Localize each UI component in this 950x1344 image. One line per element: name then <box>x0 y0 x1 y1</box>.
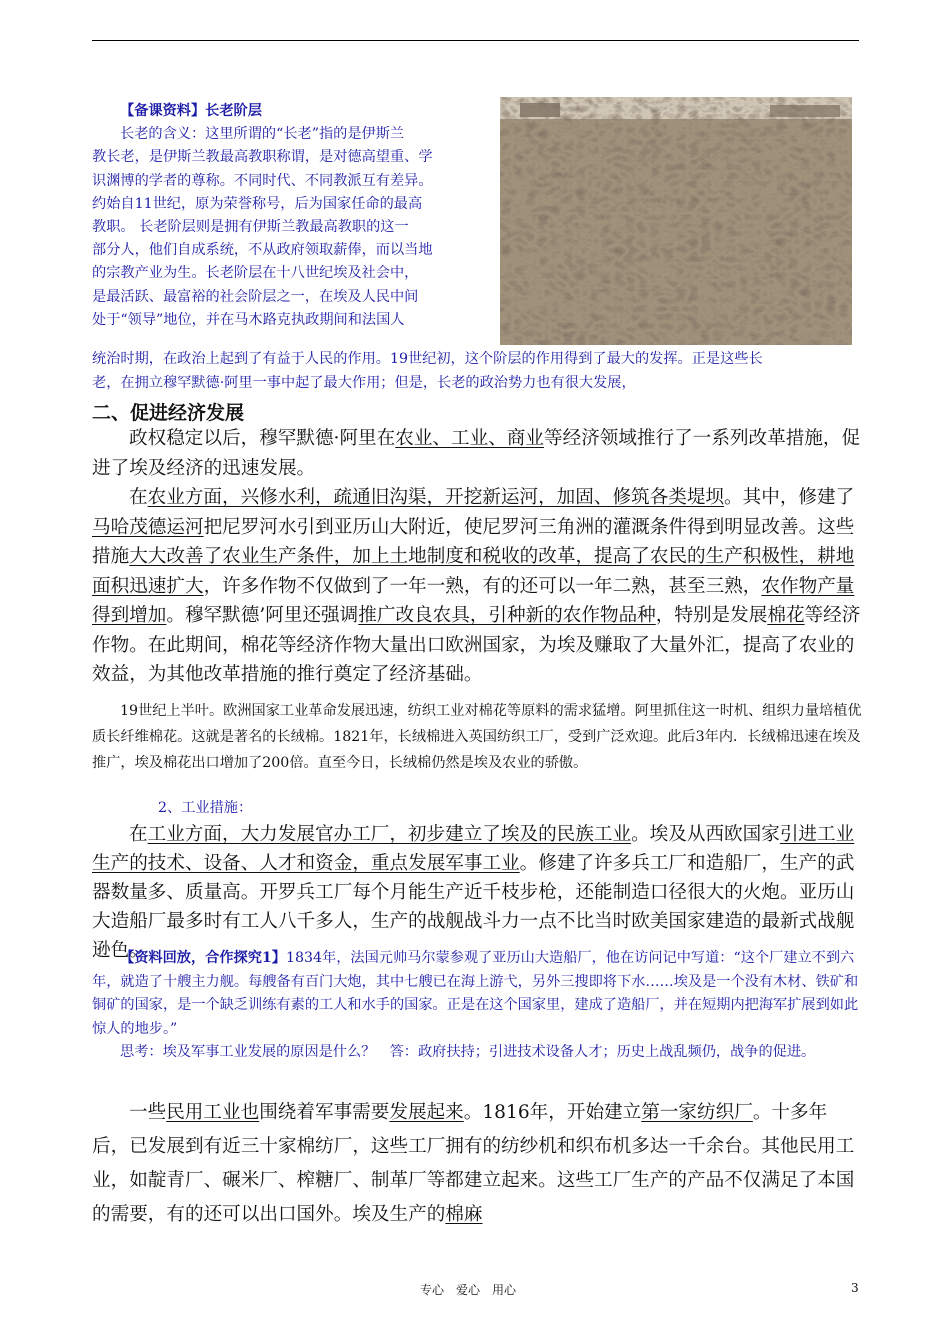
reference-box <box>92 100 492 332</box>
text-run: 围绕着军事需要 <box>259 1102 390 1123</box>
section-title: 二、促进经济发展 <box>92 402 245 424</box>
cotton-field-photo <box>500 97 852 345</box>
reference-tail <box>92 348 862 395</box>
industry-subtitle: 2、工业措施： <box>158 800 253 816</box>
source-label: 【资料回放，合作探究1】 <box>120 950 286 966</box>
cotton-field-image <box>500 97 852 345</box>
agriculture-paragraph <box>92 483 864 690</box>
civil-industry-section <box>92 1096 864 1232</box>
underlined-text: 第一家纺织厂 <box>641 1102 753 1123</box>
reference-lines <box>92 123 492 332</box>
underlined-text: 农业方面，兴修水利，疏通旧沟渠，开挖新运河，加固、修筑各类堤坝 <box>147 487 725 508</box>
underlined-text: 民用工业也 <box>166 1102 260 1123</box>
text-run: 。十多年后，已发展到有近三十家棉纺厂，这些工厂拥有的纺纱机和织布机多达一千余台。其他民用工业，如靛青厂、碾米厂、榨糖厂、制革厂等都建立起来。这些工厂生产的产品不仅满足了本国的需要，有的还可以出口国外。埃及生产的 <box>92 1102 855 1225</box>
reference-line: 是最活跃、最富裕的社会阶层之一，在埃及人民中间 <box>92 288 419 305</box>
text-run: ，许多作物不仅做到了一年一熟，有的还可以一年二熟，甚至三熟， <box>203 575 762 597</box>
reference-line: 教职。 长老阶层则是拥有伊斯兰教最高教职的这一 <box>92 219 409 236</box>
reference-heading: 【备课资料】长老阶层 <box>120 103 262 119</box>
intro-paragraph <box>92 424 864 483</box>
underlined-text: 棉花 <box>767 605 805 626</box>
underlined-text: 棉麻 <box>445 1204 483 1225</box>
underlined-text: 马哈茂德运河 <box>92 516 204 538</box>
source-block <box>92 947 862 1065</box>
reference-line: 处于“领导”地位，并在马木路克执政期间和法国人 <box>92 311 405 328</box>
text-run: 在 <box>129 824 148 845</box>
reference-line: 部分人，他们自成系统，不从政府领取薪俸，而以当地 <box>92 242 433 259</box>
text-run: 。修建了许多兵工厂和造船厂，生产的武器数量多、质量高。开罗兵工厂每个月能生产近千枝步枪，还能制造口径很大的火炮。亚历山大造船厂最多时有工人八千多人，生产的战舰战斗力一点不比当时欧美国家建造的最新式战舰逊色。 <box>92 853 855 961</box>
underlined-text: 农业、工业、商业 <box>395 428 544 449</box>
reference-line: 约始自11世纪，原为荣誉称号，后为国家任命的最高 <box>92 195 423 212</box>
text-run: 在 <box>129 487 148 508</box>
text-run: 等经济领域推行了一系列改革措施，促进了埃及经济的迅速发展。 <box>92 428 861 479</box>
underlined-text: 引进工业生产的技术、设备、人才和资金，重点发展军事工业 <box>92 824 855 874</box>
text-run: ，特别是发展 <box>655 605 768 626</box>
cotton-note-text: 19世纪上半叶。欧洲国家工业革命发展迅速，纺织工业对棉花等原料的需求猛增。阿里抓住这一时机、组织力量培植优质长纤维棉花。这就是著名的长绒棉。1821年，长绒棉进入英国纺织工厂，受到广泛欢迎。此后3年内．长绒棉迅速在埃及推广，埃及棉花出口增加了200倍。直至今日，长绒棉仍然是埃及农业的骄傲。 <box>92 703 862 771</box>
text-run: 。穆罕默德’阿里还强调 <box>166 605 359 626</box>
underlined-text: 发展起来 <box>389 1102 464 1123</box>
agriculture-section <box>92 424 864 690</box>
underlined-text: 工业方面，大力发展官办工厂，初步建立了埃及的民族工业 <box>147 824 632 845</box>
footer-motto: 专心 爱心 用心 <box>420 1283 517 1297</box>
text-run: 。埃及从西欧国家 <box>631 824 780 845</box>
reference-tail-line-1: 统治时期，在政治上起到了有益于人民的作用。19世纪初，这个阶层的作用得到了最大的发挥。正是这些长 <box>92 351 763 367</box>
text-run: 政权稳定以后，穆罕默德·阿里在 <box>129 428 396 449</box>
text-run: 把尼罗河水引到亚历山大附近，使尼罗河三角洲的灌溉条件得到明显改善。这些措施 <box>92 516 855 567</box>
industry-paragraph <box>92 820 864 965</box>
think-question: 思考：埃及军事工业发展的原因是什么？ 答：政府扶持；引进技术设备人才；历史上战乱频仍，战争的促进。 <box>120 1044 816 1060</box>
cotton-note <box>92 698 862 776</box>
text-run: 一些 <box>129 1102 167 1123</box>
reference-line: 识渊博的学者的尊称。不同时代、不同教派互有差异。 <box>92 172 433 189</box>
page-number: 3 <box>851 1281 859 1295</box>
underlined-text: 大大改善了农业生产条件，加上土地制度和税收的改革，提高了农民的生产积极性，耕地面积迅速扩大 <box>92 546 855 597</box>
civil-industry-paragraph <box>92 1096 864 1232</box>
underlined-text: 农作物产量得到增加 <box>92 575 855 626</box>
industry-section <box>92 820 864 965</box>
reference-line: 的宗教产业为生。长老阶层在十八世纪埃及社会中， <box>92 265 419 282</box>
header-rule <box>92 40 859 41</box>
text-run: 。其中，修建了 <box>724 487 855 508</box>
reference-tail-line-2: 老，在拥立穆罕默德·阿里一事中起了最大作用；但是，长老的政治势力也有很大发展， <box>92 374 636 391</box>
reference-line: 教长老，是伊斯兰教最高教职称谓，是对德高望重、学 <box>92 149 433 166</box>
reference-line: 长老的含义：这里所谓的“长老”指的是伊斯兰 <box>120 126 405 143</box>
text-run: 等经济作物。在此期间，棉花等经济作物大量出口欧洲国家，为埃及赚取了大量外汇，提高了农业的效益，为其他改革措施的推行奠定了经济基础。 <box>92 605 861 685</box>
text-run: 。1816年，开始建立 <box>463 1102 642 1123</box>
source-text: 1834年，法国元帅马尔蒙参观了亚历山大造船厂，他在访问记中写道：“这个厂建立不到六年，就造了十艘主力舰。每艘备有百门大炮，其中七艘已在海上游弋，另外三搜即将下水……埃及是一个没有木材、铁矿和铜矿的国家，是一个缺乏训练有素的工人和水手的国家。正是在这个国家里，建成了造船厂，并在短期内把海军扩展到如此惊人的地步。” <box>92 950 859 1037</box>
underlined-text: 推广改良农具，引种新的农作物品种 <box>358 605 656 626</box>
